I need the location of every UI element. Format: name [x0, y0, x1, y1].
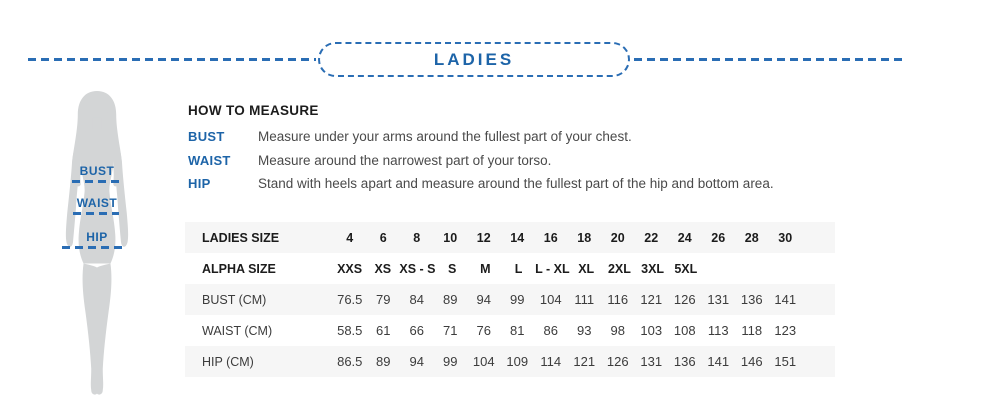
size-table-cell: 99 — [443, 354, 458, 369]
size-table-cell: 123 — [774, 323, 797, 338]
size-table-cell: 113 — [707, 323, 729, 338]
size-table-cell: 126 — [673, 292, 696, 307]
size-table-cell: 131 — [707, 292, 730, 307]
size-table-cell: 141 — [707, 354, 730, 369]
size-table-cell: 3XL — [641, 261, 665, 276]
header-dash-right — [634, 58, 904, 61]
how-to-measure-title: HOW TO MEASURE — [188, 103, 319, 118]
measure-term-waist: WAIST — [188, 152, 231, 168]
body-measurement-figure — [49, 90, 145, 402]
size-table-cell: 5XL — [674, 261, 698, 276]
size-table-cell: 8 — [413, 230, 421, 245]
size-table-cell: 86 — [543, 323, 558, 338]
figure-label-waist: WAIST — [76, 196, 118, 210]
size-table-cell: 14 — [510, 230, 525, 245]
size-table-cell: 151 — [774, 354, 797, 369]
size-table-cell: 121 — [573, 354, 596, 369]
size-table-row-label: ALPHA SIZE — [202, 261, 276, 276]
how-to-measure-row — [188, 149, 868, 173]
size-table-cell: 146 — [740, 354, 763, 369]
size-table-cell: XXS — [337, 261, 363, 276]
size-table-cell: 84 — [409, 292, 424, 307]
size-table-cell: 103 — [640, 323, 663, 338]
size-table-cell: 79 — [376, 292, 391, 307]
how-to-measure-row — [188, 125, 868, 149]
size-table-row — [185, 284, 835, 315]
size-table-cell: 93 — [577, 323, 592, 338]
size-table-cell: 2XL — [607, 261, 631, 276]
size-table-cell: 86.5 — [337, 354, 363, 369]
size-table-cell: 22 — [644, 230, 659, 245]
size-table-cell: 104 — [539, 292, 562, 307]
size-table-cell: XL — [578, 261, 595, 276]
size-table-cell: 94 — [409, 354, 424, 369]
figure-label-bust: BUST — [79, 164, 115, 178]
size-table-cell: 136 — [673, 354, 696, 369]
size-table-cell: 89 — [443, 292, 458, 307]
size-table-cell: 20 — [610, 230, 625, 245]
ladies-badge — [318, 42, 630, 77]
size-table-cell: 99 — [510, 292, 525, 307]
size-table-cell: 141 — [774, 292, 797, 307]
measure-instruction: Stand with heels apart and measure around the fullest part of the hip and bottom area. — [258, 176, 774, 192]
size-table-row-label: HIP (CM) — [202, 354, 254, 369]
size-table-row-label: BUST (CM) — [202, 292, 267, 307]
size-table-cell: M — [480, 261, 491, 276]
size-table-cell: L - XL — [535, 261, 570, 276]
size-table-cell: 12 — [476, 230, 491, 245]
size-table-row — [185, 222, 835, 253]
size-table-cell: 114 — [540, 354, 562, 369]
size-table-cell: XS - S — [399, 261, 436, 276]
size-table-cell: 81 — [510, 323, 525, 338]
size-table-cell: S — [447, 261, 457, 276]
size-table-row — [185, 346, 835, 377]
size-table-cell: 10 — [443, 230, 458, 245]
size-table-cell: 4 — [346, 230, 354, 245]
size-table-cell: 109 — [506, 354, 529, 369]
size-table-cell: 121 — [640, 292, 663, 307]
size-table-cell: 76.5 — [337, 292, 363, 307]
size-table-row-label: LADIES SIZE — [202, 230, 280, 245]
figure-dashed-line-waist — [73, 212, 119, 215]
size-table-cell: 116 — [607, 292, 629, 307]
size-table-cell: 30 — [778, 230, 793, 245]
size-table-cell: 61 — [376, 323, 391, 338]
size-table-cell: 136 — [740, 292, 763, 307]
size-table-cell: L — [514, 261, 523, 276]
measure-instruction: Measure around the narrowest part of your torso. — [258, 152, 552, 168]
size-table-cell: 6 — [379, 230, 387, 245]
size-table-cell: 131 — [640, 354, 663, 369]
size-table-cell: 108 — [673, 323, 696, 338]
figure-dashed-line-bust — [72, 180, 120, 183]
measure-term-bust: BUST — [188, 129, 225, 145]
size-table-cell: 118 — [741, 323, 763, 338]
size-table-cell: 98 — [610, 323, 625, 338]
how-to-measure-section — [188, 103, 868, 196]
size-table-cell: 28 — [744, 230, 759, 245]
size-table-cell: 104 — [472, 354, 495, 369]
size-table-cell: 89 — [376, 354, 391, 369]
figure-label-hip: HIP — [86, 230, 108, 244]
size-table-row — [185, 253, 835, 284]
size-table-cell: 66 — [409, 323, 424, 338]
measure-term-hip: HIP — [188, 176, 211, 192]
measure-instruction: Measure under your arms around the fullest part of your chest. — [258, 129, 632, 145]
header-dash-left — [28, 58, 316, 61]
size-table-cell: 111 — [574, 292, 595, 307]
section-title: LADIES — [433, 49, 515, 69]
size-table-cell: 16 — [543, 230, 558, 245]
size-table-cell: 94 — [476, 292, 491, 307]
figure-dashed-line-hip — [62, 246, 124, 249]
size-table-cell: 76 — [476, 323, 491, 338]
size-table-cell: XS — [374, 261, 392, 276]
size-table — [185, 222, 835, 377]
size-table-cell: 71 — [443, 323, 458, 338]
size-table-cell: 58.5 — [337, 323, 363, 338]
size-table-cell: 26 — [711, 230, 726, 245]
size-table-row-label: WAIST (CM) — [202, 323, 273, 338]
size-table-cell: 24 — [677, 230, 692, 245]
how-to-measure-row — [188, 172, 868, 196]
size-table-row — [185, 315, 835, 346]
size-table-cell: 18 — [577, 230, 592, 245]
size-table-cell: 126 — [606, 354, 629, 369]
